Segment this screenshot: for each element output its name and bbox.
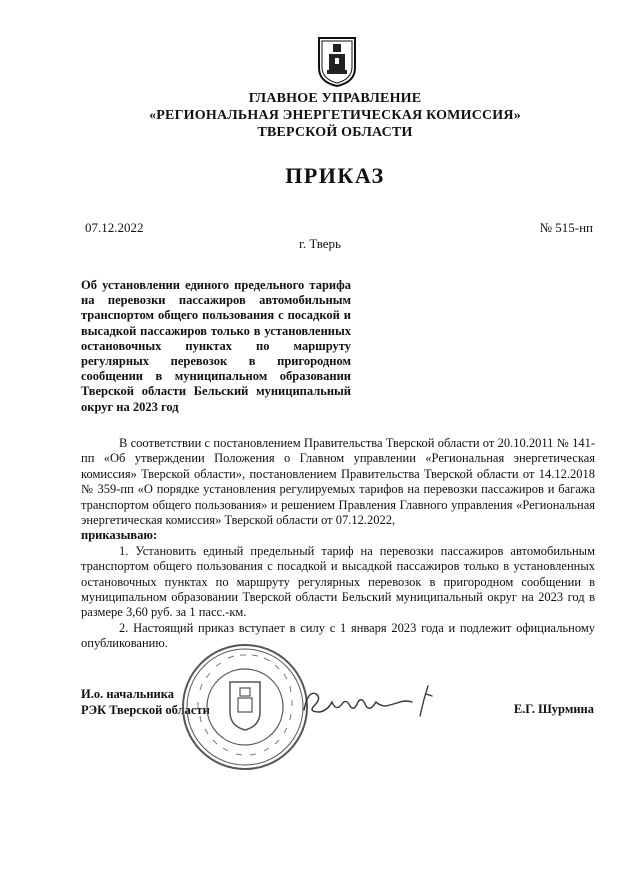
order-item-1: 1. Установить единый предельный тариф на перевозки пассажиров автомобильным транспортом общего пользования с посадкой и высадкой пассажиров только в установленных остановочных пунктах по маршруту регулярных перевозок в пригородном сообщении в муниципальном образовании Тверской области Бельский муниципальный округ на 2023 год в размере 3,60 руб. за 1 пасс.-км.	[81, 543, 595, 620]
position-line-1: И.о. начальника	[81, 687, 174, 701]
preamble-paragraph: В соответствии с постановлением Правительства Тверской области от 20.10.2011 № 141-пп «Об утверждении Положения о Главном управлении «Региональная энергетическая комиссия» Тверской области», постановлением Правительства Тверской области от 14.12.2018 № 359-пп «О порядке установления регулируемых тарифов на перевозки пассажиров и багажа транспортом общего пользования» и решением Правления Главного управления «Региональная энергетическая комиссия» Тверской области от 07.12.2022,	[81, 436, 595, 528]
signatory-name: Е.Г. Шурмина	[513, 702, 594, 716]
handwritten-signature	[296, 676, 446, 724]
document-subject: Об установлении единого предельного тарифа на перевозки пассажиров автомобильным транспортом общего пользования с посадкой и высадкой пассажиров только в установленных остановочных пунктах по маршруту регулярных перевозок в пригородном сообщении в муниципальном образовании Тверской области Бельский муниципальный округ на 2023 год	[81, 278, 351, 414]
document-body	[81, 436, 595, 652]
order-item-2: 2. Настоящий приказ вступает в силу с 1 января 2023 года и подлежит официальному опубликованию.	[81, 620, 595, 651]
order-word: приказываю:	[81, 528, 158, 543]
coat-of-arms-icon	[315, 34, 359, 88]
position-line-2: РЭК Тверской области	[81, 703, 210, 717]
document-type: ПРИКАЗ	[285, 163, 385, 188]
organization-name	[80, 90, 590, 141]
org-line-3: ТВЕРСКОЙ ОБЛАСТИ	[257, 125, 413, 140]
document-number: № 515-нп	[539, 220, 593, 235]
org-line-2: «РЕГИОНАЛЬНАЯ ЭНЕРГЕТИЧЕСКАЯ КОМИССИЯ»	[149, 108, 521, 123]
org-line-1: ГЛАВНОЕ УПРАВЛЕНИЕ	[248, 91, 422, 106]
document-city: г. Тверь	[299, 236, 341, 251]
round-seal-stamp	[180, 642, 310, 772]
document-date: 07.12.2022	[85, 220, 144, 235]
